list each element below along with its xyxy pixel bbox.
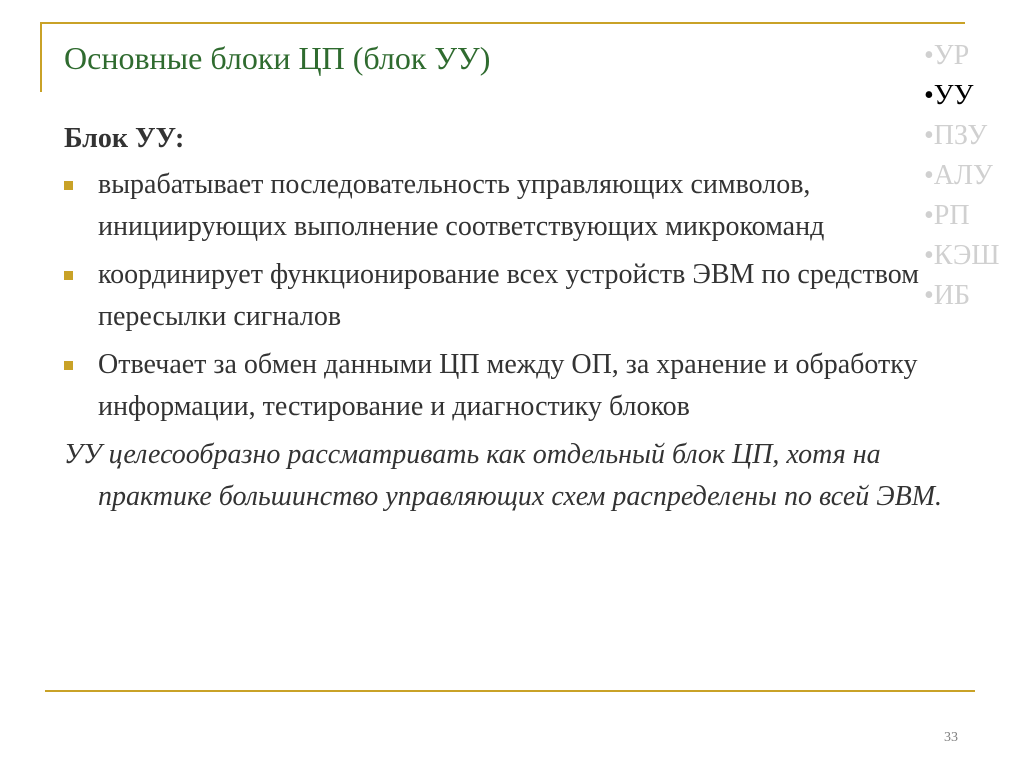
top-divider-line [40, 22, 965, 24]
square-bullet-icon [64, 181, 73, 190]
section-subtitle: Блок УУ: [64, 123, 185, 154]
square-bullet-icon [64, 271, 73, 280]
left-divider-line [40, 22, 42, 92]
slide-title: Основные блоки ЦП (блок УУ) [64, 40, 491, 76]
italic-note: УУ целесообразно рассматривать как отдельный блок ЦП, хотя на практике большинство управляющих схем распределены по всей ЭВМ. [64, 439, 943, 512]
bullet-text: вырабатывает последовательность управляющих символов, инициирующих выполнение соответствующих микрокоманд [98, 169, 825, 242]
page-number: 33 [944, 730, 958, 745]
bullet-text: координирует функционирование всех устройств ЭВМ по средством пересылки сигналов [98, 259, 919, 332]
nav-item-ur: •УР [924, 40, 970, 71]
bullet-list [64, 164, 944, 428]
bottom-divider-line [45, 690, 975, 692]
slide-content [64, 118, 944, 518]
nav-item-pzu: •ПЗУ [924, 120, 988, 151]
nav-item-uu: •УУ [924, 80, 974, 111]
bullet-item [64, 344, 944, 428]
nav-item-rp: •РП [924, 200, 970, 231]
bullet-text: Отвечает за обмен данными ЦП между ОП, за хранение и обработку информации, тестирование и диагностику блоков [98, 349, 918, 422]
bullet-item [64, 254, 944, 338]
nav-item-ib: •ИБ [924, 280, 971, 311]
bullet-item [64, 164, 944, 248]
nav-item-alu: •АЛУ [924, 160, 993, 191]
square-bullet-icon [64, 361, 73, 370]
nav-item-kesh: •КЭШ [924, 240, 1000, 271]
